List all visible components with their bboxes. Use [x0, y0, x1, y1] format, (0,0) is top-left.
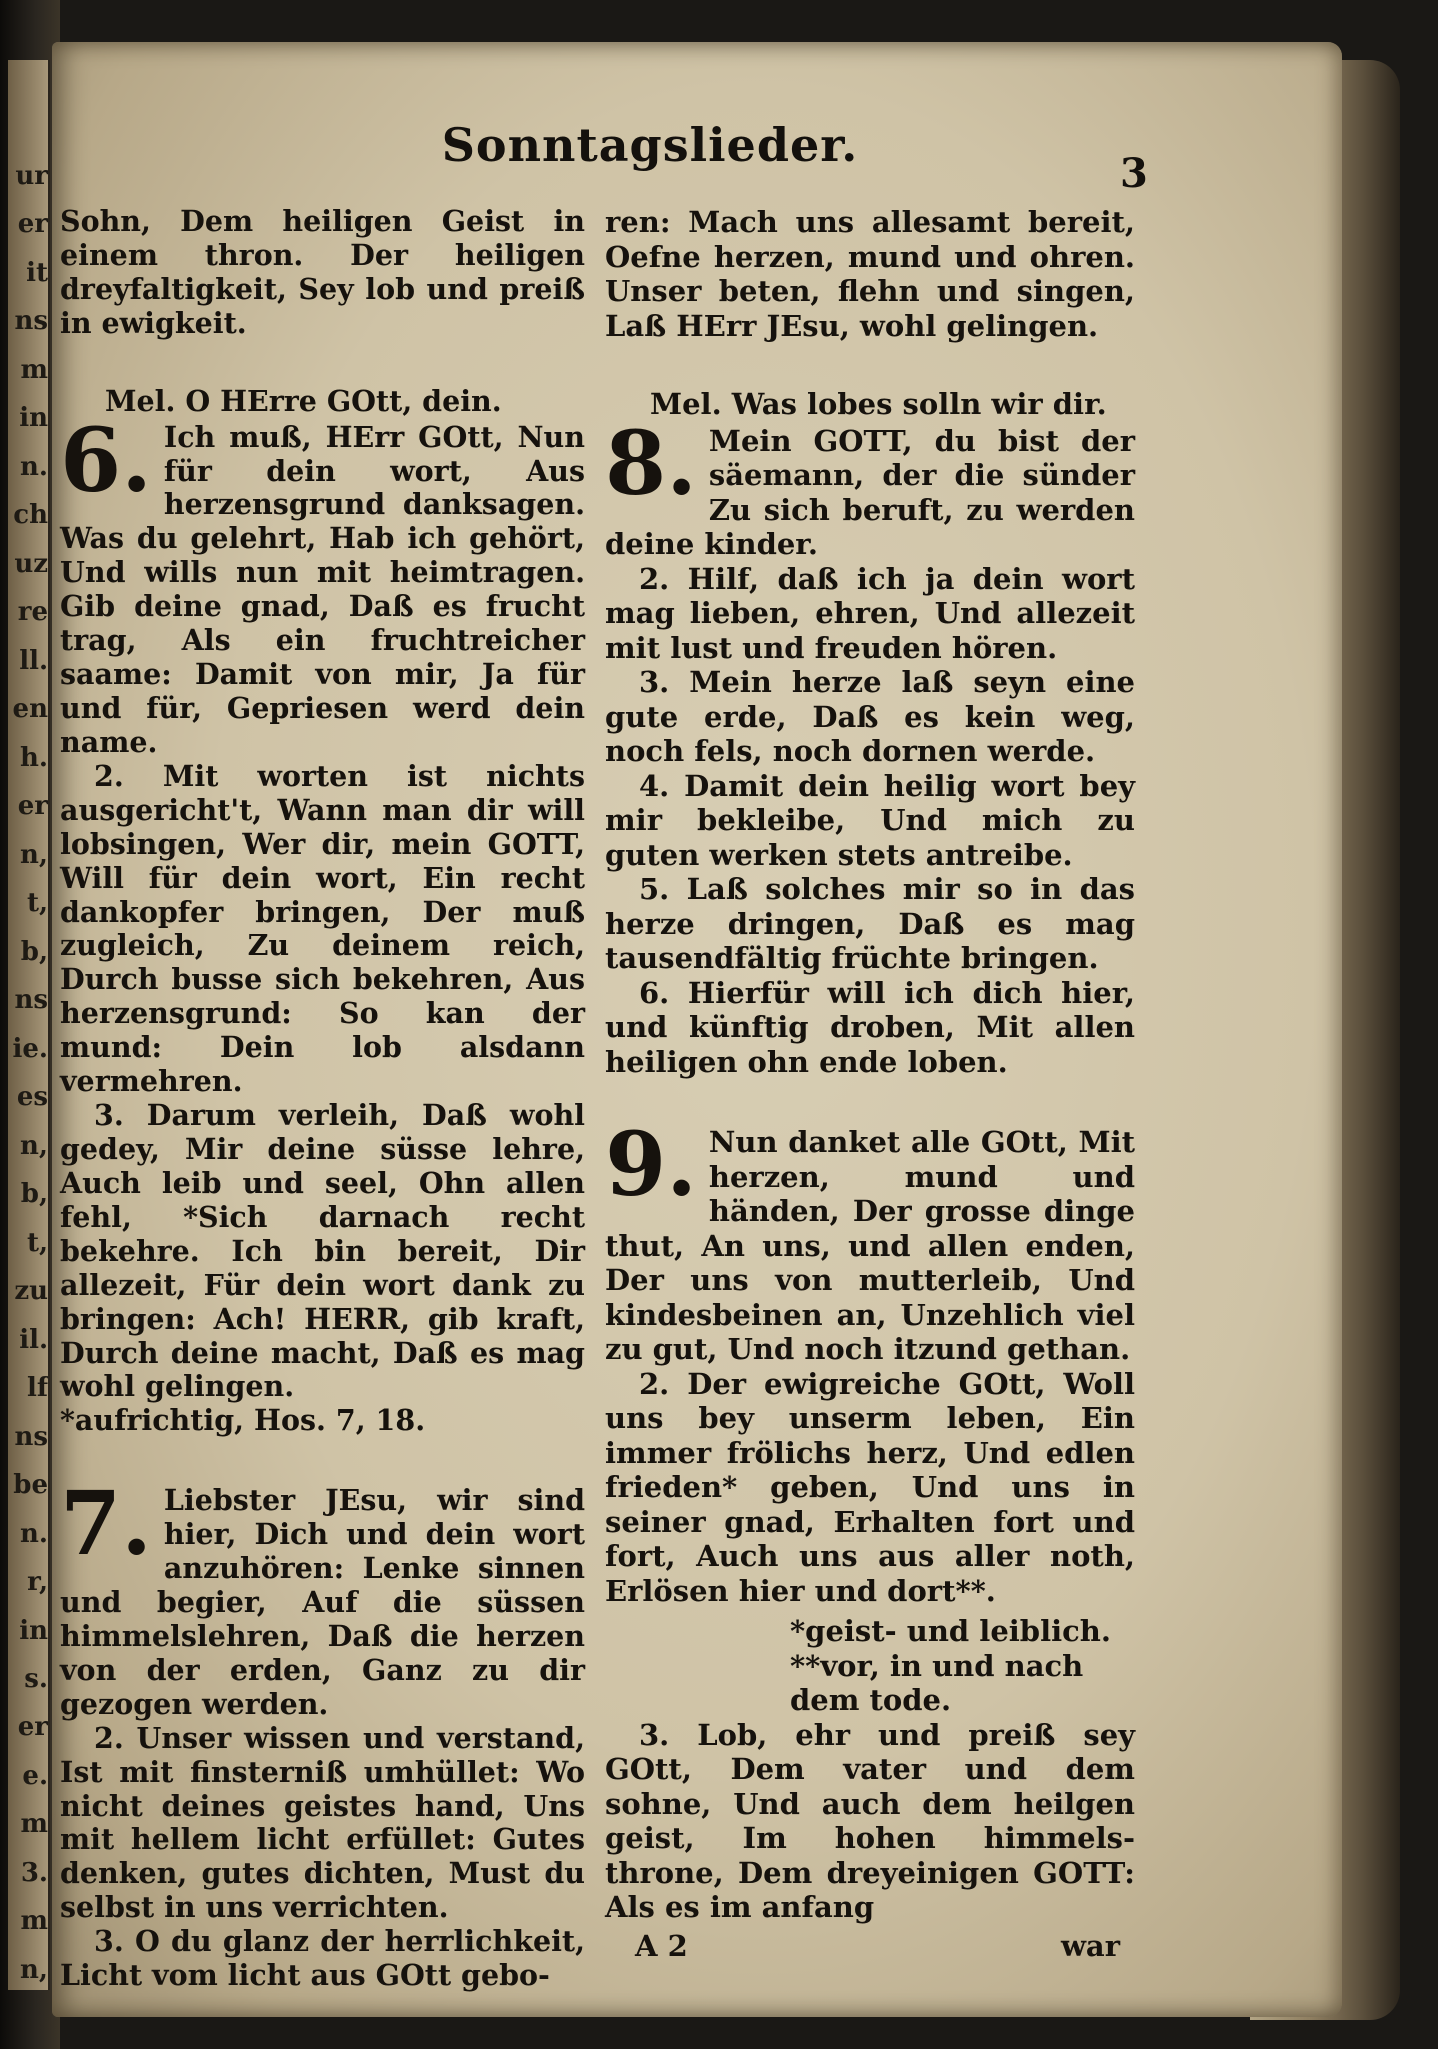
right-column: [605, 205, 1135, 1963]
hymn6-verse2: 2. Mit worten ist nichts ausgericht't, Wann man dir will lobsingen, Wer dir, mein GOTT, Will für dein wort, Ein recht dankopfer bringen, Der muß zugleich, Zu deinem reich, Durch busse sich bekehren, Aus herzensgrund: So kan der mund: Dein lob alsdann vermehren.: [60, 758, 585, 1099]
hymn-continuation: Sohn, Dem heiligen Geist in einem thron. Der heiligen dreyfaltigkeit, Sey lob und preiß in ewigkeit.: [60, 204, 585, 340]
hymn8-verse2: 2. Hilf, daß ich ja dein wort mag lieben, ehren, Und allezeit mit lust und freuden hören.: [605, 561, 1135, 665]
catchword: war: [1060, 1928, 1120, 1963]
prev-page-fragment: in: [19, 1615, 48, 1646]
prev-page-fragment: t,: [26, 888, 48, 919]
hymn9-verse2: 2. Der ewigreiche GOtt, Woll uns bey unserm leben, Ein immer frölichs herz, Und edlen frieden* geben, Und uns in seiner gnad, Erhalten fort und fort, Auch uns aus aller noth, Erlösen hier und dort**.: [605, 1366, 1135, 1608]
previous-page-edge: [8, 60, 50, 1990]
prev-page-fragment: m: [20, 1906, 48, 1937]
page-number: 3: [1120, 150, 1148, 197]
hymn9-verse3: 3. Lob, ehr und preiß sey GOtt, Dem vater und dem sohne, Und auch dem heilgen geist, Im hohen himmels-throne, Dem dreyeinigen GOTT: Als es im anfang: [605, 1717, 1135, 1924]
hymn9-number: 9.: [605, 1112, 697, 1216]
prev-page-fragment: er: [17, 1712, 48, 1743]
prev-page-fragment: ur: [15, 161, 48, 191]
hymn7-verse2: 2. Unser wissen und verstand, Ist mit finsterniß umhüllet: Wo nicht deines geistes hand, Uns mit hellem licht erfüllet: Gutes denken, gutes dichten, Must du selbst in uns verrichten.: [60, 1720, 585, 1925]
prev-page-fragment: b,: [20, 936, 48, 967]
hymn6-footnote: *aufrichtig, Hos. 7, 18.: [60, 1403, 426, 1438]
hymn9-footnote1: *geist- und leiblich.: [790, 1614, 1111, 1648]
hymn-continuation-right: ren: Mach uns allesamt bereit, Oefne herzen, mund und ohren. Unser beten, flehn und singen, Laß HErr JEsu, wohl gelingen.: [605, 205, 1135, 343]
prev-page-fragment: zu: [14, 1276, 48, 1307]
hymn6-verse1: Ich muß, HErr GOtt, Nun für dein wort, Aus herzensgrund danksagen. Was du gelehrt, Hab ich gehört, Und wills nun mit heimtragen. Gib deine gnad, Daß es frucht trag, Als ein fruchtreicher saame: Damit von mir, Ja für und für, Gepriesen werd dein name.: [60, 419, 585, 759]
signature-mark: A 2: [635, 1928, 688, 1963]
prev-page-fragment: re: [17, 597, 48, 628]
prev-page-fragment: ch: [13, 500, 48, 531]
hymn6-verse3: 3. Darum verleih, Daß wohl gedey, Mir deine süsse lehre, Auch leib und seel, Ohn allen fehl, *Sich darnach recht bekehre. Ich bin bereit, Dir allezeit, Für dein wort dank zu bringen: Ach! HERR, gib kraft, Durch deine macht, Daß es mag wohl gelingen.: [60, 1098, 585, 1404]
prev-page-fragment: er: [17, 791, 48, 822]
prev-page-fragment: ns: [14, 306, 48, 337]
hymn8-melody: Mel. Was lobes solln wir dir.: [650, 387, 1107, 421]
hymn9-verse1: Nun danket alle GOtt, Mit herzen, mund und händen, Der grosse dinge thut, An uns, und allen enden, Der uns von mutterleib, Und kindesbeinen an, Unzehlich viel zu gut, Und noch itzund gethan.: [605, 1125, 1135, 1366]
prev-page-fragment: n,: [20, 1954, 48, 1985]
prev-page-fragment: it: [26, 257, 48, 288]
hymn8-verse5: 5. Laß solches mir so in das herze dringen, Daß es mag tausendfältig früchte bringen.: [605, 872, 1135, 975]
prev-page-fragment: ll.: [19, 645, 48, 676]
prev-page-fragment: m: [20, 1809, 48, 1840]
prev-page-fragment: s.: [24, 1664, 48, 1694]
prev-page-fragment: e.: [22, 1760, 48, 1791]
prev-page-fragment: m: [20, 354, 48, 385]
hymn8-verse4: 4. Damit dein heilig wort bey mir bekleibe, Und mich zu guten werken stets antreibe.: [605, 768, 1135, 872]
hymn9: [605, 1112, 1135, 1367]
prev-page-fragment: es: [16, 1082, 48, 1113]
prev-page-fragment: er: [17, 209, 48, 240]
hymn6: [60, 407, 585, 760]
hymn6-number: 6.: [60, 407, 152, 512]
running-head: Sonntagslieder.: [441, 118, 859, 172]
hymn7: [60, 1471, 585, 1721]
prev-page-fragment: n,: [20, 1130, 48, 1161]
hymn7-number: 7.: [60, 1471, 152, 1576]
prev-page-fragment: n.: [20, 1518, 48, 1549]
prev-page-fragment: h.: [20, 742, 48, 773]
prev-page-fragment: n.: [20, 451, 48, 482]
hymn7-verse1: Liebster JEsu, wir sind hier, Dich und dein wort anzuhören: Lenke sinnen und begier, Auf die süssen himmelslehren, Daß die herzen von der erden, Ganz zu dir gezogen werden.: [60, 1483, 585, 1721]
prev-page-fragment: il.: [19, 1324, 48, 1355]
hymn9-footnote2: **vor, in und nach dem tode.: [790, 1648, 1084, 1717]
prev-page-fragment: b,: [20, 1179, 48, 1210]
hymn8-number: 8.: [605, 410, 697, 515]
hymn8-verse1: Mein GOTT, du bist der säemann, der die sünder Zu sich beruft, zu werden deine kinder.: [605, 423, 1135, 561]
prev-page-fragment: en: [12, 694, 48, 725]
prev-page-fragment: t,: [26, 1227, 48, 1258]
prev-page-fragment: 3.: [20, 1857, 48, 1888]
left-column: [60, 205, 585, 1993]
prev-page-fragment: ns: [14, 1421, 48, 1452]
prev-page-fragment: be: [13, 1470, 48, 1501]
prev-page-fragment: ns: [14, 985, 48, 1016]
hymn7-verse3: 3. O du glanz der herrlichkeit, Licht vom licht aus GOtt gebo-: [60, 1924, 585, 1993]
hymn8-verse6: 6. Hierfür will ich dich hier, und künftig droben, Mit allen heiligen ohn ende loben.: [605, 975, 1135, 1079]
hymn6-melody: Mel. O HErre GOtt, dein.: [105, 383, 502, 418]
prev-page-fragment: ie.: [12, 1033, 48, 1064]
page-footer: [605, 1929, 1135, 1963]
prev-page-fragment: in: [19, 403, 48, 434]
hymn8-verse3: 3. Mein herze laß seyn eine gute erde, Daß es kein weg, noch fels, noch dornen werde.: [605, 665, 1135, 768]
prev-page-fragment: uz: [14, 548, 48, 579]
hymn9-footnotes: [605, 1614, 1135, 1718]
prev-page-fragment: r,: [27, 1567, 48, 1598]
hymn8: [605, 410, 1135, 562]
prev-page-fragment: n,: [20, 839, 48, 870]
prev-page-fragment: lf: [26, 1373, 48, 1404]
